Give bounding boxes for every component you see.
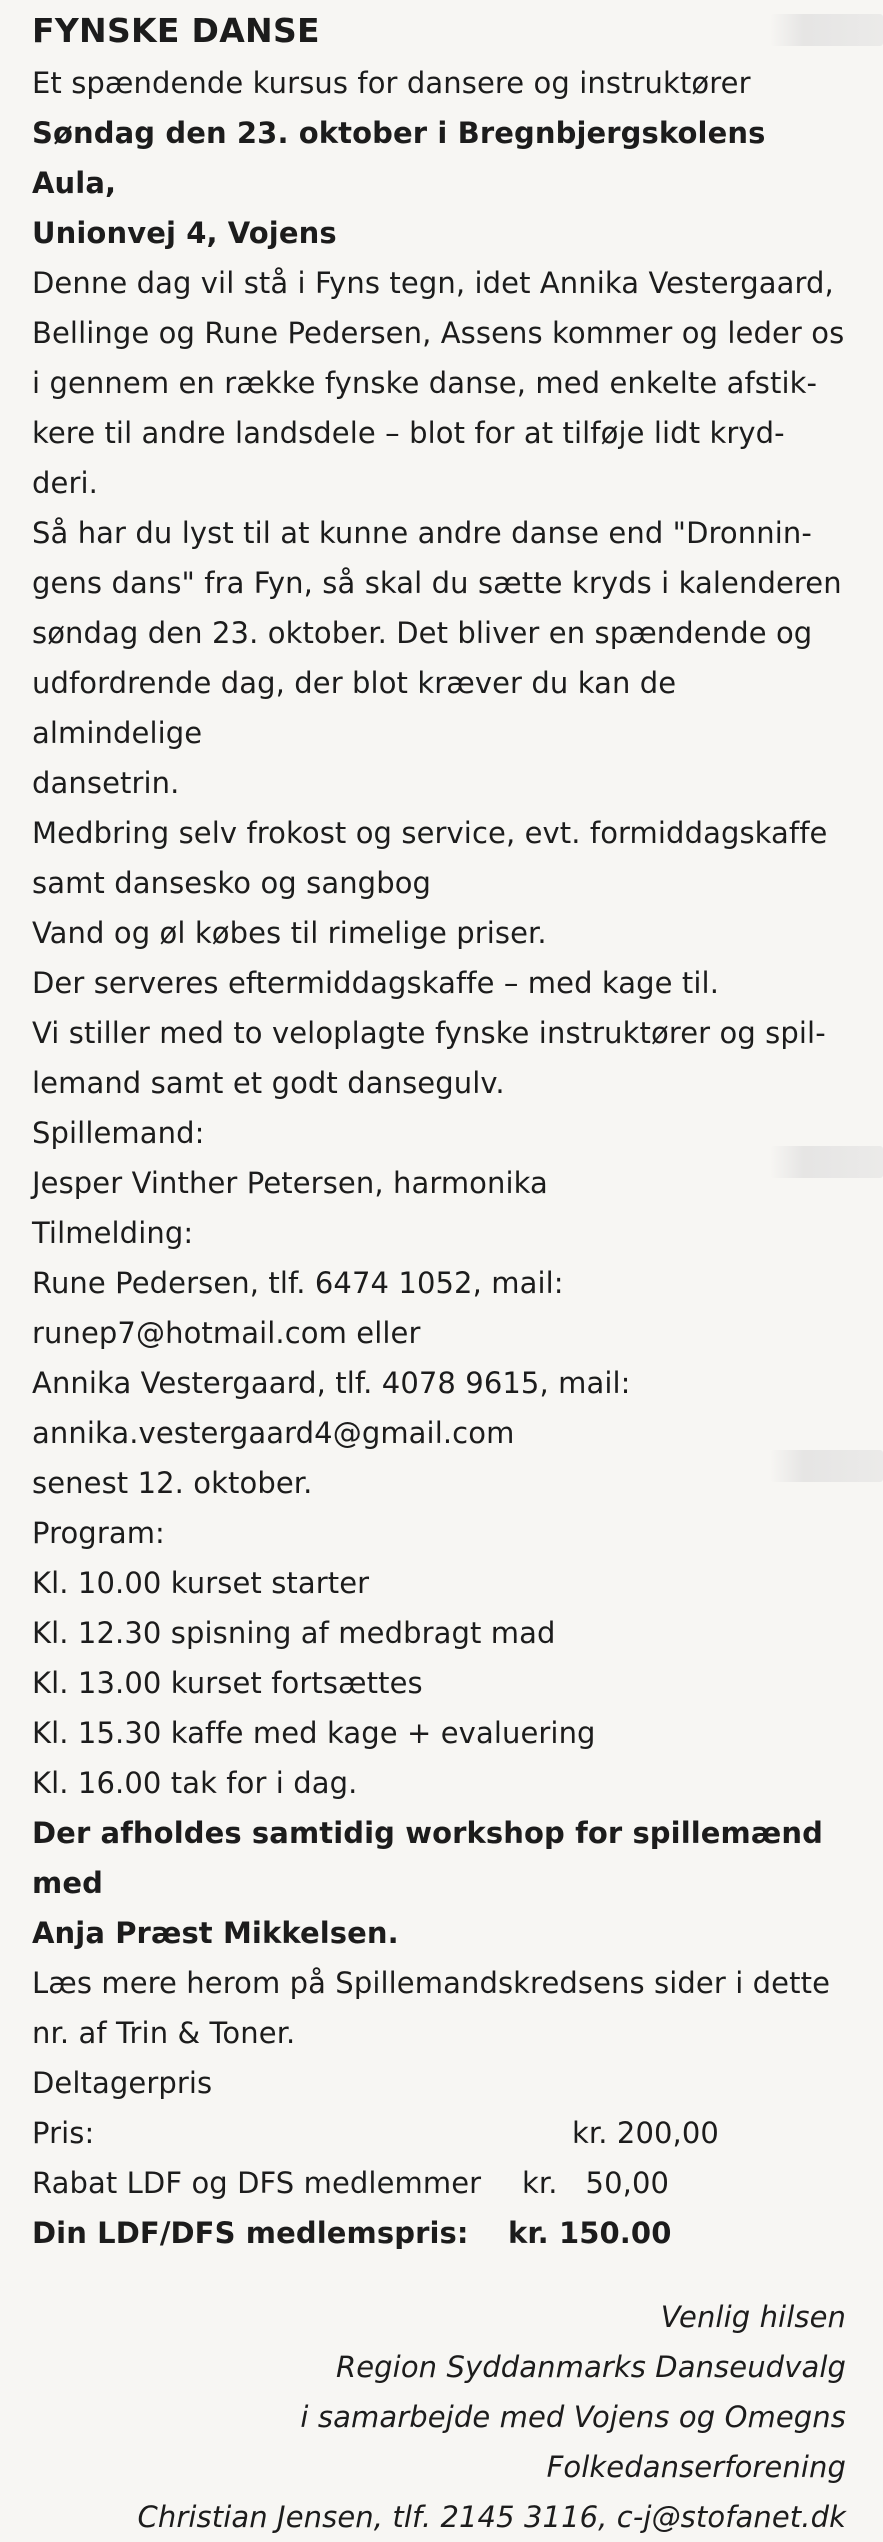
text-line: samt dansesko og sangbog [32, 866, 432, 900]
text-line: Anja Præst Mikkelsen. [32, 1916, 399, 1950]
partner-line: i samarbejde med Vojens og Omegns [300, 2400, 846, 2434]
program-item: Kl. 15.30 kaffe med kage + evaluering [32, 1716, 596, 1750]
event-address-line: Unionvej 4, Vojens [32, 216, 337, 250]
text-line: deri. [32, 466, 98, 500]
text-line: udfordrende dag, der blot kræver du kan de almindelige [32, 666, 677, 750]
signoff [32, 2292, 852, 2542]
greeting: Venlig hilsen [660, 2300, 846, 2334]
text-line: kere til andre landsdele – blot for at tilføje lidt kryd- [32, 416, 785, 450]
text-line: Der afholdes samtidig workshop for spillemænd med [32, 1816, 823, 1900]
price-value: kr. 150.00 [508, 2216, 672, 2250]
intro-paragraph [32, 258, 852, 508]
text-line: dansetrin. [32, 766, 180, 800]
contact-signature: Christian Jensen, tlf. 2145 3116, c-j@stofanet.dk [137, 2500, 846, 2534]
text-line: søndag den 23. oktober. Det bliver en spændende og [32, 616, 813, 650]
price-row-discount [32, 2158, 852, 2208]
price-value: kr. 200,00 [572, 2116, 719, 2150]
program-item: Kl. 10.00 kurset starter [32, 1566, 370, 1600]
text-line: gens dans" fra Fyn, så skal du sætte kryds i kalenderen [32, 566, 842, 600]
partner-line: Folkedanserforening [546, 2450, 846, 2484]
signup-details [32, 1258, 852, 1508]
bring-paragraph [32, 808, 852, 908]
price-label: Pris: [32, 2116, 95, 2150]
read-more-paragraph [32, 1958, 852, 2058]
price-label: Din LDF/DFS medlemspris: [32, 2216, 469, 2250]
text-line: Medbring selv frokost og service, evt. formiddagskaffe [32, 816, 828, 850]
price-label: Rabat LDF og DFS medlemmer [32, 2166, 482, 2200]
text-line: Læs mere herom på Spillemandskredsens sider i dette [32, 1966, 831, 2000]
signup-heading: Tilmelding: [32, 1216, 194, 1250]
price-value: kr. 50,00 [522, 2166, 670, 2200]
text-line: Denne dag vil stå i Fyns tegn, idet Annika Vestergaard, [32, 266, 834, 300]
instructors-paragraph [32, 1008, 852, 1108]
text-line: Vi stiller med to veloplagte fynske instruktører og spil- [32, 1016, 826, 1050]
musician-name: Jesper Vinther Petersen, harmonika [32, 1166, 548, 1200]
article-subtitle: Et spændende kursus for dansere og instruktører [32, 66, 751, 100]
price-row-member [32, 2208, 852, 2258]
text-line: lemand samt et godt dansegulv. [32, 1066, 505, 1100]
text-line: nr. af Trin & Toner. [32, 2016, 296, 2050]
program-item: Kl. 16.00 tak for i dag. [32, 1766, 358, 1800]
deadline-line: senest 12. oktober. [32, 1466, 313, 1500]
program-list [32, 1558, 852, 1808]
event-date-location [32, 108, 852, 258]
drinks-line: Vand og øl købes til rimelige priser. [32, 916, 547, 950]
coffee-line: Der serveres eftermiddagskaffe – med kage til. [32, 966, 720, 1000]
invitation-paragraph [32, 508, 852, 808]
musician-heading: Spillemand: [32, 1116, 205, 1150]
price-row-standard [32, 2108, 852, 2158]
workshop-notice [32, 1808, 852, 1958]
contact-line: Rune Pedersen, tlf. 6474 1052, mail: [32, 1266, 564, 1300]
program-item: Kl. 13.00 kurset fortsættes [32, 1666, 423, 1700]
text-line: Bellinge og Rune Pedersen, Assens kommer og leder os [32, 316, 845, 350]
text-line: Så har du lyst til at kunne andre danse end "Dronnin- [32, 516, 812, 550]
contact-line: Annika Vestergaard, tlf. 4078 9615, mail: [32, 1366, 631, 1400]
text-line: i gennem en række fynske danse, med enkelte afstik- [32, 366, 818, 400]
event-date-line: Søndag den 23. oktober i Bregnbjergskolens Aula, [32, 116, 766, 200]
article-title: FYNSKE DANSE [32, 11, 320, 50]
organizer: Region Syddanmarks Danseudvalg [335, 2350, 846, 2384]
program-item: Kl. 12.30 spisning af medbragt mad [32, 1616, 556, 1650]
price-heading: Deltagerpris [32, 2066, 213, 2100]
email-link[interactable]: annika.vestergaard4@gmail.com [32, 1416, 515, 1450]
article [32, 0, 852, 2542]
program-heading: Program: [32, 1516, 165, 1550]
email-link[interactable]: runep7@hotmail.com eller [32, 1316, 421, 1350]
